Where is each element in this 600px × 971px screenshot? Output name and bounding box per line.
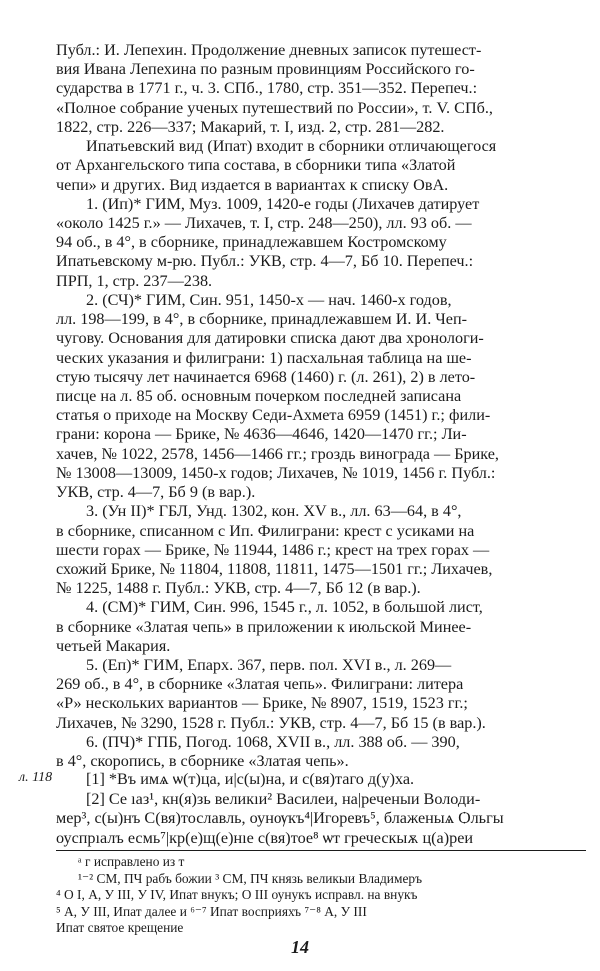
body-lines-line: в сборнике «Златая чепь» в приложении к июльской Минее- [56, 617, 472, 636]
body-lines-line: лл. 198—199, в 4°, в сборнике, принадлежавшем И. И. Чеп- [56, 310, 468, 329]
body-lines-line: писце на л. 85 об. основным почерком последней записана [56, 386, 462, 405]
body-lines-line: 3. (Ун II)* ГБЛ, Унд. 1302, кон. XV в., лл. 63—64, в 4°, [86, 502, 462, 521]
body-lines-line: ПРП, 1, стр. 237—238. [56, 271, 213, 290]
folio-margin-note: л. 118 [19, 770, 53, 785]
text-lines-line: мер³, с(ы)нъ С(вя)тославль, оунѹкъ⁴|Игоревъ⁵, блаженыѧ Ѻльгы [56, 809, 504, 827]
body-lines-line: 2. (СЧ)* ГИМ, Син. 951, 1450-х — нач. 1460-х годов, [86, 290, 452, 309]
body-lines-line: 1. (Ип)* ГИМ, Муз. 1009, 1420-е годы (Лихачев датирует [86, 194, 480, 213]
footnotes-line: Ипат святое крещение [56, 920, 184, 935]
body-lines-line: 1822, стр. 226—337; Макарий, т. I, изд. 2, стр. 281—282. [56, 117, 445, 136]
body-lines-line: четьей Макария. [56, 636, 171, 655]
body-lines-line: хачев, № 1022, 2578, 1456—1466 гг.; гроздь винограда — Брике, [56, 444, 499, 463]
footnotes-line: ¹⁻² СМ, ПЧ рабъ божии ³ СМ, ПЧ князь великыи Владимеръ [78, 870, 423, 886]
text-lines-line: [2] Се ıаз¹, кн(я)зь великıи² Василеи, на|реченыи Володи- [86, 789, 481, 808]
body-lines-line: статья о приходе на Москву Седи-Ахмета 6959 (1451) г.; фили- [56, 406, 491, 425]
body-lines-line: Лихачев, № 3290, 1528 г. Публ.: УКВ, стр. 4—7, Бб 15 (в вар.). [56, 713, 486, 732]
body-lines-line: чепи» и других. Вид издается в вариантах к списку ОвА. [56, 175, 449, 194]
body-lines-line: 6. (ПЧ)* ГПБ, Погод. 1068, XVII в., лл. 388 об. — 390, [86, 732, 460, 751]
body-lines-line: грани: корона — Брике, № 4636—4646, 1420—1470 гг.; Ли- [56, 425, 467, 444]
body-lines-line: ческих указания и филиграни: 1) пасхальная таблица на ше- [56, 348, 472, 367]
body-lines-line: в сборнике, списанном с Ип. Филиграни: крест с усиками на [56, 521, 475, 540]
text-lines-line: оуспрıалъ есмь⁷|кр(е)щ(е)нıе с(вя)тое⁸ ѡт греческыѫ ц(а)реи [56, 828, 474, 847]
footnote-rule [56, 850, 586, 851]
body-lines-line: 94 об., в 4°, в сборнике, принадлежавшем Костромскому [56, 233, 447, 252]
body-lines-line: Ипатьевский вид (Ипат) входит в сборники отличающегося [86, 137, 497, 156]
body-lines-line: в 4°, скоропись, в сборнике «Златая чепь». [56, 752, 349, 771]
body-lines-line: 269 об., в 4°, в сборнике «Златая чепь». Филиграни: литера [56, 675, 464, 694]
footnotes-line: ⁵ А, У III, Ипат далее и ⁶⁻⁷ Ипат восприяхъ ⁷⁻⁸ А, У III [56, 903, 367, 919]
text-lines-line: [1] *Въ имѧ ѡ(т)ца, и|с(ы)на, и с(вя)таго д(у)ха. [86, 770, 415, 788]
body-lines-line: «около 1425 г.» — Лихачев, т. I, стр. 248—250), лл. 93 об. — [56, 213, 472, 232]
body-lines-line: сударства в 1771 г., ч. 3. СПб., 1780, стр. 351—352. Перепеч.: [56, 79, 478, 98]
body-lines-line: вия Ивана Лепехина по разным провинциям Российского го- [56, 60, 475, 79]
body-lines-line: от Архангельского типа состава, в сборники типа «Златой [56, 156, 456, 175]
footnotes-line: ⁴ О I, А, У III, У IV, Ипат внукъ; О III оунукъ исправл. на внукъ [56, 887, 418, 902]
footnotes-line: ᵃ г исправлено из т [78, 854, 185, 869]
body-lines-line: № 13008—13009, 1450-х годов; Лихачев, № 1019, 1456 г. Публ.: [56, 463, 496, 482]
body-lines-line: Публ.: И. Лепехин. Продолжение дневных записок путешест- [56, 41, 482, 59]
body-lines-line: «Полное собрание ученых путешествий по России», т. V. СПб., [56, 98, 493, 117]
body-lines-line: схожий Брике, № 11804, 11808, 11811, 1475—1501 гг.; Лихачев, [56, 559, 493, 578]
page-number: 14 [291, 937, 309, 957]
body-lines-line: шести горах — Брике, № 11944, 1486 г.; крест на трех горах — [56, 540, 490, 559]
body-lines-line: «Р» нескольких вариантов — Брике, № 8907, 1519, 1523 гг.; [56, 694, 468, 713]
body-lines-line: чугову. Основания для датировки списка дают два хронологи- [56, 329, 484, 348]
body-lines-line: № 1225, 1488 г. Публ.: УКВ, стр. 4—7, Бб 12 (в вар.). [56, 579, 421, 598]
body-lines-line: 5. (Еп)* ГИМ, Епарх. 367, перв. пол. XVI в., л. 269— [86, 656, 452, 675]
body-lines-line: 4. (СМ)* ГИМ, Син. 996, 1545 г., л. 1052, в большой лист, [86, 598, 483, 617]
body-lines-line: УКВ, стр. 4—7, Бб 9 (в вар.). [56, 483, 256, 502]
body-lines-line: стую тысячу лет начинается 6968 (1460) г. (л. 261), 2) в лето- [56, 367, 476, 386]
body-lines-line: Ипатьевскому м-рю. Публ.: УКВ, стр. 4—7, Бб 10. Перепеч.: [56, 252, 474, 271]
